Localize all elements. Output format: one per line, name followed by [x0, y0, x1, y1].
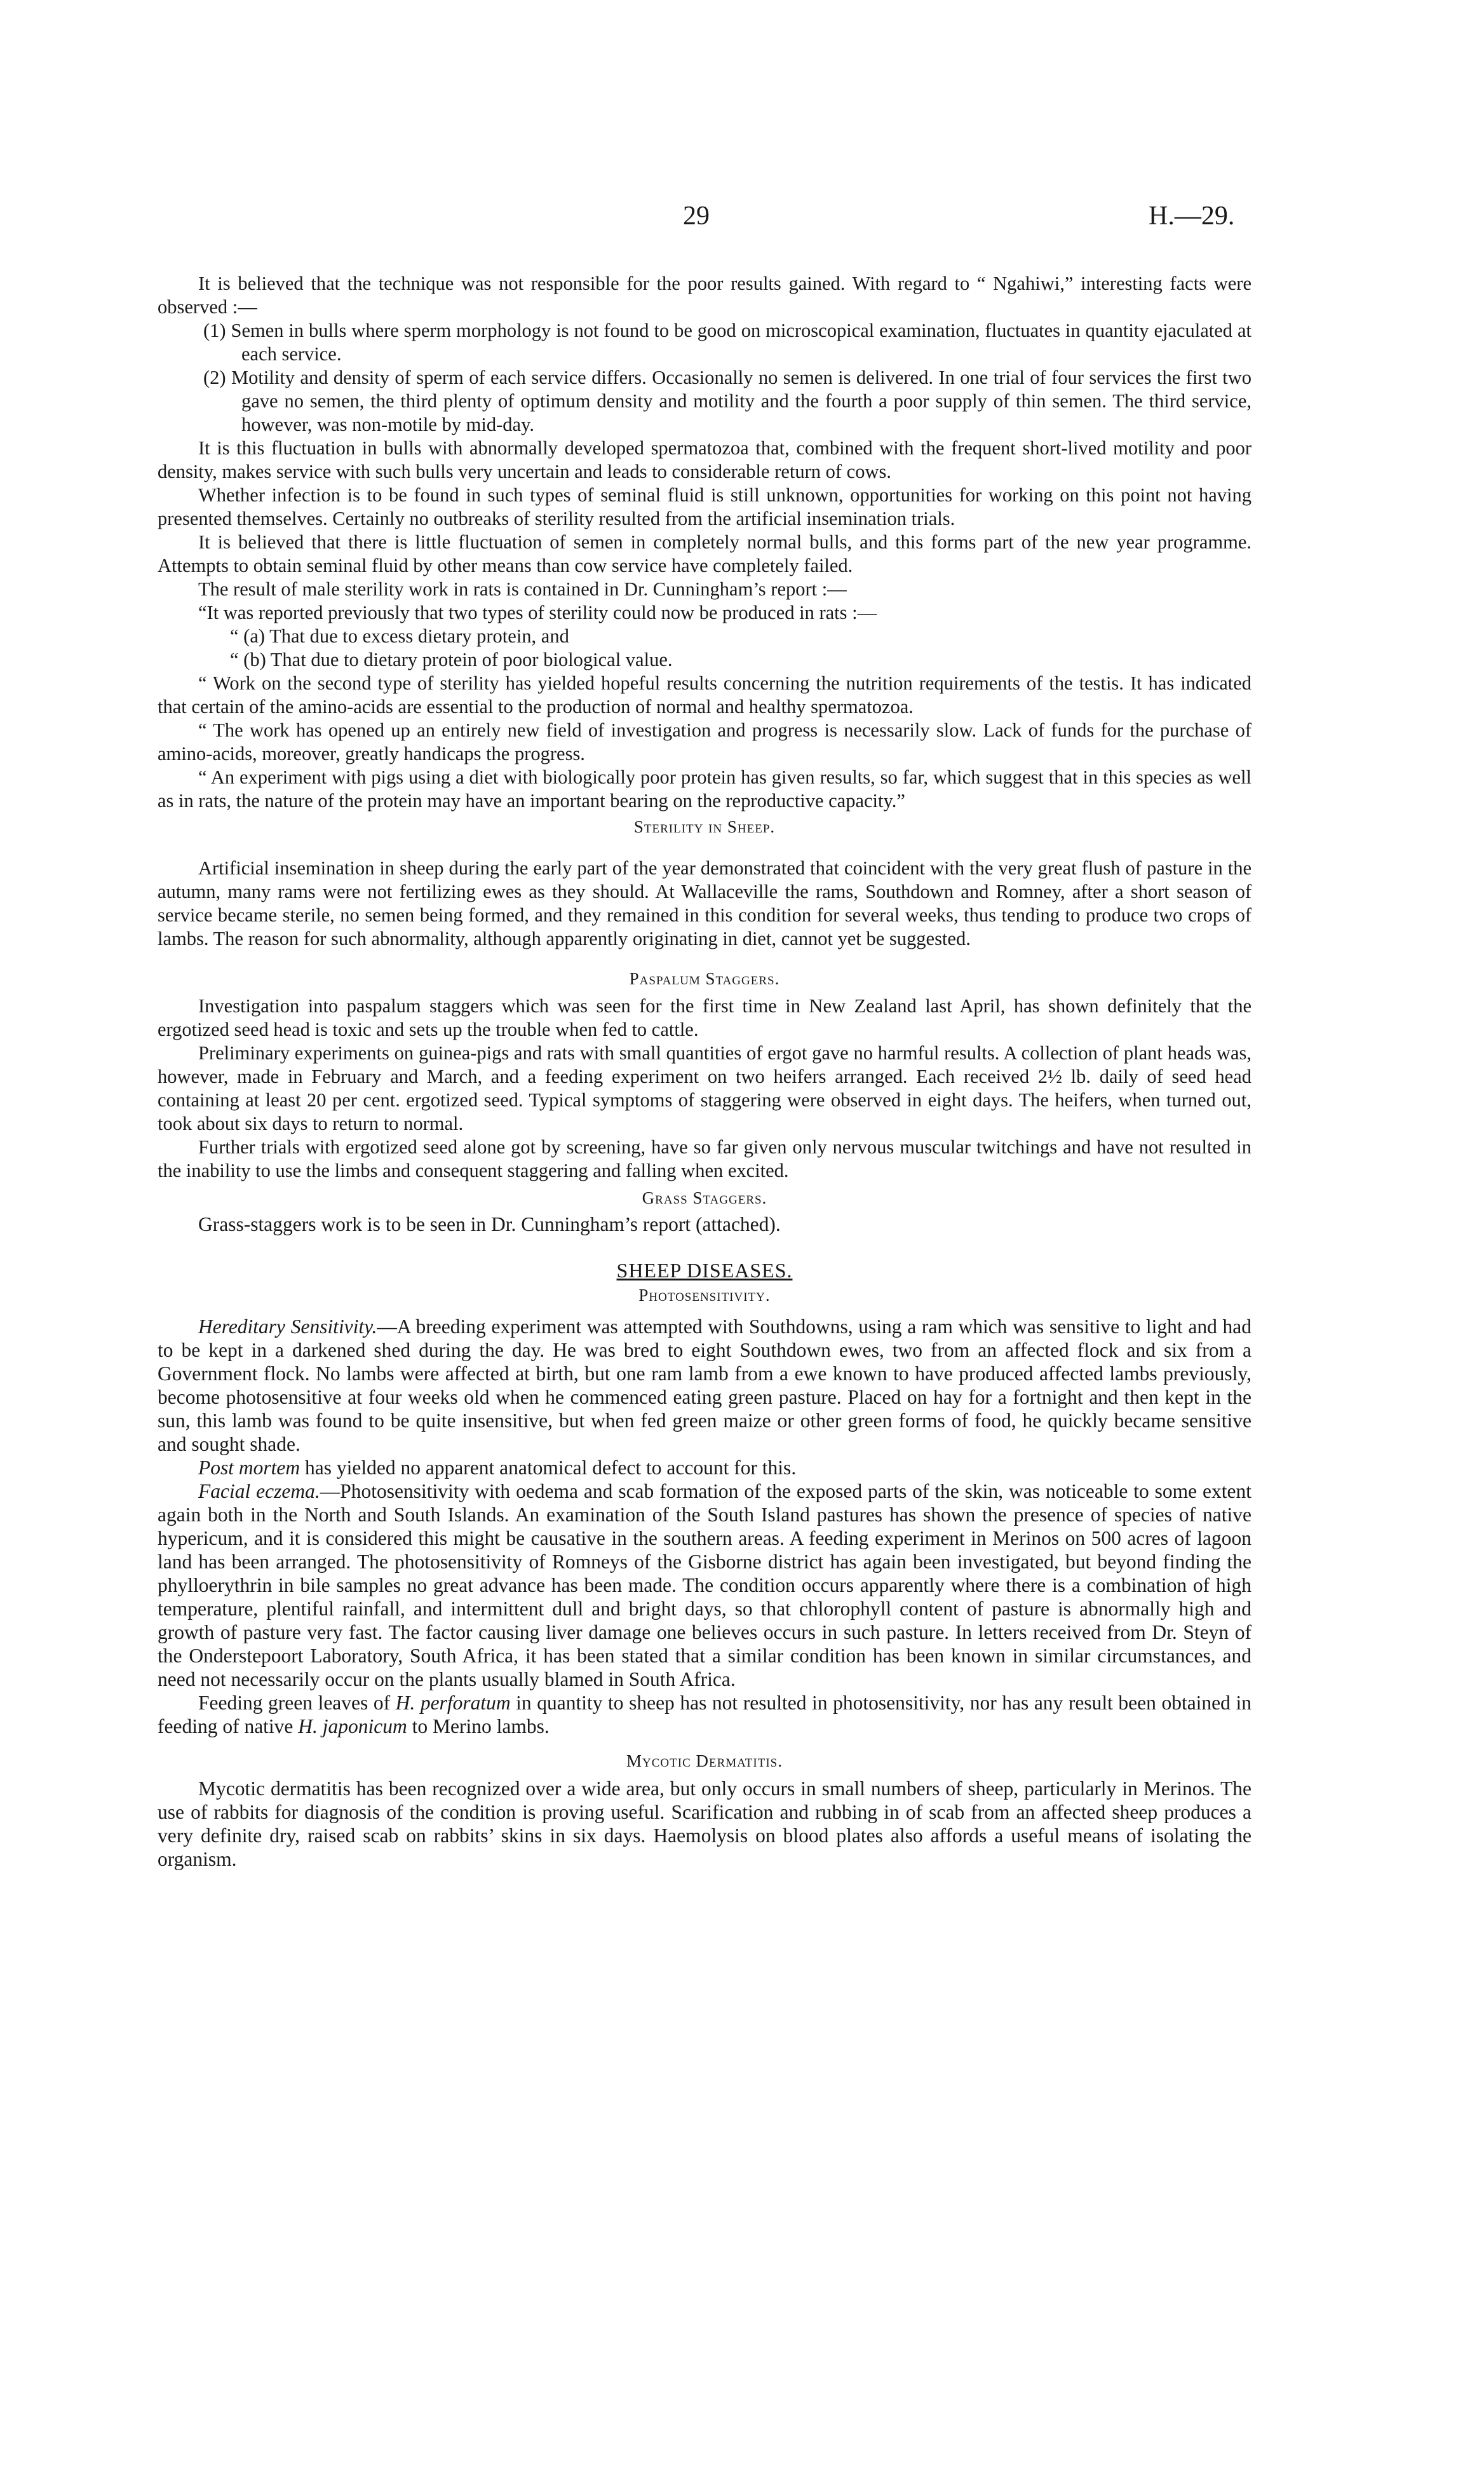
paragraph: Mycotic dermatitis has been recognized over a wide area, but only occurs in small numbers of sheep, particularly in Merinos. The use of rabbits for diagnosis of the condition is proving useful. Scarification and rubbing in of scab from an affected sheep produces a very definite dry, raised scab on rabbits’ skins in six days. Haemolysis on blood plates also affords a useful means of isolating the organism.	[158, 1777, 1251, 1870]
italic-label: Hereditary Sensitivity.	[198, 1315, 377, 1338]
quoted-paragraph: “It was reported previously that two types of sterility could now be produced in rats :—	[198, 602, 877, 623]
paragraph: Further trials with ergotized seed alone got by screening, have so far given only nervous muscular twitchings and have not resulted in the inability to use the limbs and consequent staggering and falling when excited.	[158, 1136, 1251, 1181]
section-heading: Mycotic Dermatitis.	[626, 1751, 783, 1770]
paragraph-text: —Photosensitivity with oedema and scab formation of the exposed parts of the skin, was noticeable to some extent again both in the North and South Islands. An examination of the South Island pastures has shown the presence of species of native hypericum, and it is considered this might be causative in the southern areas. A feeding experiment in Merinos on 500 acres of lagoon land has been arranged. The photosensitivity of Romneys of the Gisborne district has again been investigated, but beyond finding the phylloerythrin in bile samples no great advance has been made. The condition occurs apparently where there is a combination of high temperature, plentiful rainfall, and intermittent dull and bright days, so that chlorophyll content of pasture is abnormally high and growth of pasture very fast. The factor causing liver damage one believes occurs in such pasture. In letters received from Dr. Steyn of the Onderstepoort Laboratory, South Africa, it has been stated that a similar condition has been known in similar circumstances, and need not necessarily occur on the plants usually blamed in South Africa.	[158, 1480, 1251, 1690]
quoted-paragraph: “ An experiment with pigs using a diet with biologically poor protein has given results, so far, which suggest that in this species as well as in rats, the nature of the protein may have an important bearing on the reproductive capacity.”	[158, 766, 1251, 811]
section-heading: Photosensitivity.	[638, 1286, 771, 1305]
section-heading: Paspalum Staggers.	[629, 969, 780, 988]
paragraph	[158, 1479, 1251, 1691]
numbered-item: (2) Motility and density of sperm of each service differs. Occasionally no semen is delivered. In one trial of four services the first two gave no semen, the third plenty of optimum density and motility and the fourth a poor supply of thin semen. The third service, however, was non-motile by mid-day.	[203, 367, 1251, 435]
species-name: H. japonicum	[298, 1715, 407, 1737]
paragraph: Artificial insemination in sheep during the early part of the year demonstrated that coincident with the very great flush of pasture in the autumn, many rams were not fertilizing ewes as they should. At Wallaceville the rams, Southdown and Romney, after a short season of service became sterile, no semen being formed, and they remained in this condition for several weeks, thus tending to produce two crops of lambs. The reason for such abnormality, although apparently originating in diet, cannot yet be suggested.	[158, 857, 1251, 949]
section-heading: Grass Staggers.	[642, 1188, 767, 1207]
quoted-paragraph: “ The work has opened up an entirely new field of investigation and progress is necessarily slow. Lack of funds for the purchase of amino-acids, moreover, greatly handicaps the progress.	[158, 719, 1251, 764]
paragraph-text: —A breeding experiment was attempted with Southdowns, using a ram which was sensitive to light and had to be kept in a darkened shed during the day. He was bred to eight Southdown ewes, two from an affected flock and six from a Government flock. No lambs were affected at birth, but one ram lamb from a ewe known to have produced affected lambs previously, become photosensitive at four weeks old when he commenced eating green pasture. Placed on hay for a fortnight and then kept in the sun, this lamb was found to be quite insensitive, but when fed green maize or other green forms of food, he quickly became sensitive and sought shade.	[158, 1315, 1251, 1455]
paragraph: It is believed that there is little fluctuation of semen in completely normal bulls, and this forms part of the new year programme. Attempts to obtain seminal fluid by other means than cow service have completely failed.	[158, 531, 1251, 576]
major-heading-text: SHEEP DISEASES.	[616, 1259, 793, 1282]
paragraph: Investigation into paspalum staggers which was seen for the first time in New Zealand last April, has shown definitely that the ergotized seed head is toxic and sets up the trouble when fed to cattle.	[158, 995, 1251, 1040]
quoted-item: “ (b) That due to dietary protein of poor biological value.	[230, 649, 673, 670]
page-number: 29	[683, 201, 710, 231]
paragraph-text: has yielded no apparent anatomical defect to account for this.	[300, 1457, 797, 1479]
paragraph	[158, 1691, 1251, 1738]
report-code: H.—29.	[1149, 201, 1235, 231]
quoted-paragraph: “ Work on the second type of sterility has yielded hopeful results concerning the nutrition requirements of the testis. It has indicated that certain of the amino-acids are essential to the production of normal and healthy spermatozoa.	[158, 672, 1251, 717]
paragraph: It is this fluctuation in bulls with abnormally developed spermatozoa that, combined with the frequent short-lived motility and poor density, makes service with such bulls very uncertain and leads to considerable return of cows.	[158, 437, 1251, 482]
paragraph	[158, 1456, 1251, 1479]
paragraph-text: in quantity to sheep has not resulted in photosensitivity, nor has any result been obtained in feeding of native	[158, 1692, 1251, 1737]
section-heading: Sterility in Sheep.	[633, 817, 776, 836]
paragraph-text: to Merino lambs.	[407, 1715, 550, 1737]
paragraph: Whether infection is to be found in such types of seminal fluid is still unknown, opportunities for working on this point not having presented themselves. Certainly no outbreaks of sterility resulted from the artificial insemination trials.	[158, 484, 1251, 529]
paragraph: Preliminary experiments on guinea-pigs and rats with small quantities of ergot gave no harmful results. A collection of plant heads was, however, made in February and March, and a feeding experiment on two heifers arranged. Each received 2½ lb. daily of seed head containing at least 20 per cent. ergotized seed. Typical symptoms of staggering were observed in eight days. The heifers, when turned out, took about six days to return to normal.	[158, 1042, 1251, 1134]
italic-label: Facial eczema.	[198, 1480, 320, 1502]
paragraph-text: Feeding green leaves of	[198, 1692, 396, 1714]
page-body	[158, 272, 1251, 1871]
quoted-item: “ (a) That due to excess dietary protein, and	[230, 625, 569, 647]
species-name: H. perforatum	[395, 1692, 511, 1714]
paragraph: It is believed that the technique was not responsible for the poor results gained. With regard to “ Ngahiwi,” interesting facts were observed :—	[158, 273, 1251, 318]
major-heading	[158, 1259, 1251, 1282]
paragraph: The result of male sterility work in rats is contained in Dr. Cunningham’s report :—	[198, 578, 847, 600]
italic-label: Post mortem	[198, 1457, 300, 1479]
paragraph: Grass-staggers work is to be seen in Dr. Cunningham’s report (attached).	[198, 1213, 781, 1235]
paragraph	[158, 1315, 1251, 1456]
numbered-item: (1) Semen in bulls where sperm morphology is not found to be good on microscopical examination, fluctuates in quantity ejaculated at each service.	[203, 320, 1251, 365]
